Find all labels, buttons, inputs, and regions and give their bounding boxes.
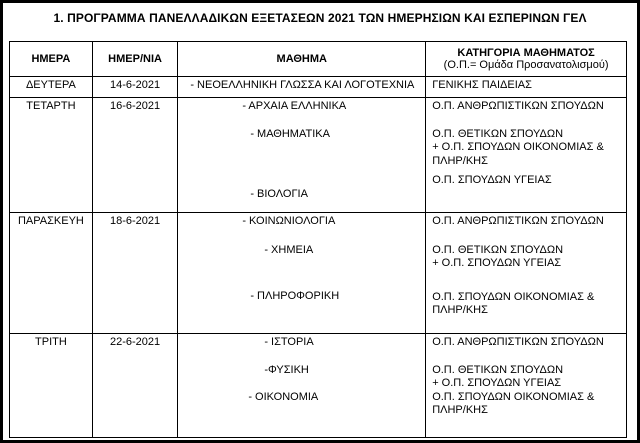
subject-item: - ΧΗΜΕΙΑ — [264, 243, 314, 256]
category-item: + Ο.Π. ΣΠΟΥΔΩΝ ΟΙΚΟΝΟΜΙΑΣ & — [432, 141, 604, 153]
category-item: Ο.Π. ΘΕΤΙΚΩΝ ΣΠΟΥΔΩΝ — [432, 363, 564, 376]
category-item: + Ο.Π. ΣΠΟΥΔΩΝ ΥΓΕΙΑΣ — [432, 257, 562, 269]
exam-schedule-table — [9, 41, 627, 438]
category-item: Ο.Π. ΑΝΘΡΩΠΙΣΤΙΚΩΝ ΣΠΟΥΔΩΝ — [432, 336, 604, 348]
category-item: ΠΛΗΡ/ΚΗΣ — [432, 304, 488, 316]
header-row — [10, 42, 627, 77]
category-item: ΓΕΝΙΚΗΣ ΠΑΙΔΕΙΑΣ — [432, 79, 532, 91]
header-category — [426, 42, 627, 77]
subject-item: - ΜΑΘΗΜΑΤΙΚΑ — [250, 127, 330, 140]
subject-item: - ΑΡΧΑΙΑ ΕΛΛΗΝΙΚΑ — [242, 100, 347, 112]
category-item: Ο.Π. ΘΕΤΙΚΩΝ ΣΠΟΥΔΩΝ — [432, 243, 564, 256]
document-page — [3, 3, 637, 440]
header-day: ΗΜΕΡΑ — [10, 42, 93, 77]
header-category-note: (Ο.Π.= Ομάδα Προσανατολισμού) — [443, 59, 609, 71]
day-cell: ΠΑΡΑΣΚΕΥΗ — [10, 213, 93, 334]
category-item: Ο.Π. ΑΝΘΡΩΠΙΣΤΙΚΩΝ ΣΠΟΥΔΩΝ — [432, 215, 604, 227]
day-cell: ΔΕΥΤΕΡΑ — [10, 77, 93, 98]
category-item: + Ο.Π. ΣΠΟΥΔΩΝ ΥΓΕΙΑΣ — [432, 377, 562, 389]
table-row — [10, 334, 627, 438]
subject-item: - ΒΙΟΛΟΓΙΑ — [250, 188, 308, 200]
header-subject: ΜΑΘΗΜΑ — [178, 42, 426, 77]
subject-item: - ΟΙΚΟΝΟΜΙΑ — [248, 391, 319, 403]
subject-item: - ΠΛΗΡΟΦΟΡΙΚΗ — [250, 290, 340, 302]
subject-item: - ΚΟΙΝΩΝΙΟΛΟΓΙΑ — [242, 215, 336, 227]
day-cell: ΤΕΤΑΡΤΗ — [10, 98, 93, 213]
date-cell: 14-6-2021 — [92, 77, 177, 98]
day-cell: ΤΡΙΤΗ — [10, 334, 93, 438]
category-item: ΠΛΗΡ/ΚΗΣ — [432, 154, 488, 167]
category-item: Ο.Π. ΣΠΟΥΔΩΝ ΟΙΚΟΝΟΜΙΑΣ & — [432, 390, 595, 403]
header-date: ΗΜΕΡ/ΝΙΑ — [92, 42, 177, 77]
date-cell: 18-6-2021 — [92, 213, 177, 334]
category-item: Ο.Π. ΣΠΟΥΔΩΝ ΥΓΕΙΑΣ — [432, 174, 552, 186]
subject-cell — [178, 77, 426, 98]
subject-cell — [178, 98, 426, 213]
subject-cell — [178, 213, 426, 334]
category-item: Ο.Π. ΑΝΘΡΩΠΙΣΤΙΚΩΝ ΣΠΟΥΔΩΝ — [432, 100, 604, 112]
category-cell — [426, 77, 627, 98]
table-row — [10, 98, 627, 213]
date-cell: 22-6-2021 — [92, 334, 177, 438]
category-item: Ο.Π. ΘΕΤΙΚΩΝ ΣΠΟΥΔΩΝ — [432, 127, 564, 140]
category-item: ΠΛΗΡ/ΚΗΣ — [432, 404, 488, 416]
category-cell — [426, 334, 627, 438]
subject-cell — [178, 334, 426, 438]
table-row — [10, 77, 627, 98]
header-category-label: ΚΑΤΗΓΟΡΙΑ ΜΑΘΗΜΑΤΟΣ — [457, 47, 595, 59]
table-row — [10, 213, 627, 334]
category-item: Ο.Π. ΣΠΟΥΔΩΝ ΟΙΚΟΝΟΜΙΑΣ & — [432, 290, 595, 303]
subject-item: - ΙΣΤΟΡΙΑ — [264, 336, 314, 348]
date-cell: 16-6-2021 — [92, 98, 177, 213]
category-cell — [426, 213, 627, 334]
subject-item: - ΝΕΟΕΛΛΗΝΙΚΗ ΓΛΩΣΣΑ ΚΑΙ ΛΟΓΟΤΕΧΝΙΑ — [190, 79, 415, 91]
subject-item: -ΦΥΣΙΚΗ — [264, 363, 309, 376]
page-title: 1. ΠΡΟΓΡΑΜΜΑ ΠΑΝΕΛΛΑΔΙΚΩΝ ΕΞΕΤΑΣΕΩΝ 2021 ΤΩΝ ΗΜΕΡΗΣΙΩΝ ΚΑΙ ΕΣΠΕΡΙΝΩΝ ΓΕΛ — [53, 11, 587, 25]
category-cell — [426, 98, 627, 213]
